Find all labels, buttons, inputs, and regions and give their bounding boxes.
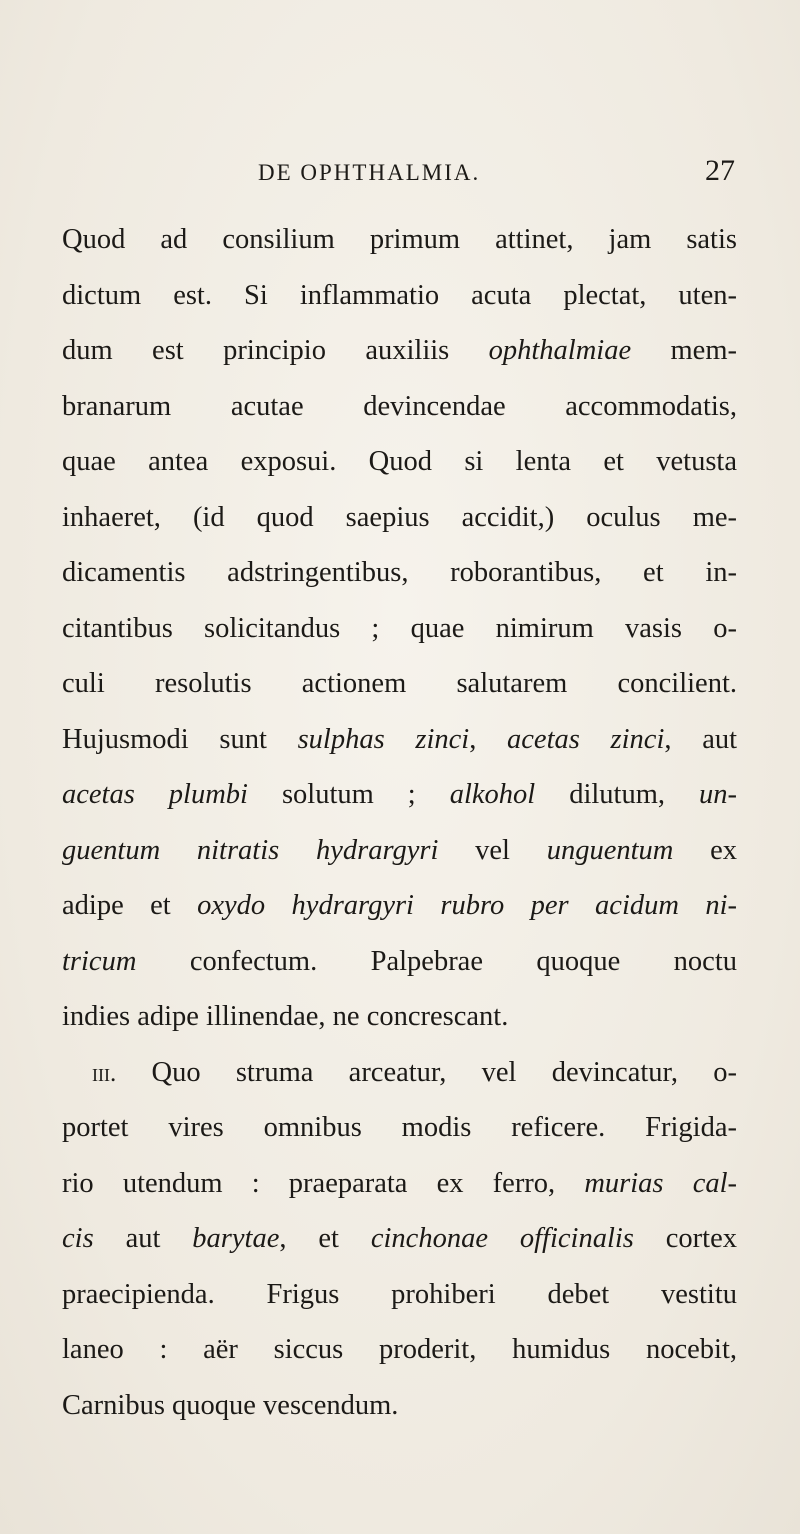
italic-term: cinchonae officinalis	[370, 1223, 634, 1254]
text-segment: laneo : aër siccus proderit, humidus nocebit,	[62, 1334, 737, 1365]
text-segment: adipe et	[62, 890, 198, 921]
italic-term: tricum	[62, 945, 137, 977]
text-segment: , aut	[664, 723, 738, 755]
italic-term: unguentum	[546, 834, 674, 866]
text-segment: dicamentis adstringentibus, roborantibus, et in-	[62, 557, 737, 588]
text-line	[62, 1211, 737, 1267]
text-segment: dum est principio auxiliis	[62, 335, 489, 366]
text-segment: Hujusmodi sunt	[62, 723, 298, 755]
text-segment: Quod ad consilium primum attinet, jam satis	[62, 224, 737, 255]
text-line	[62, 1156, 737, 1212]
italic-term: alkohol	[449, 779, 536, 810]
italic-term: acetas plumbi	[62, 779, 248, 810]
italic-term: murias cal-	[584, 1167, 737, 1199]
text-segment: aut	[93, 1223, 193, 1254]
text-segment: branarum acutae devincendae accommodatis,	[62, 390, 737, 422]
text-line	[62, 1045, 737, 1101]
text-segment: inhaeret, (id quod saepius accidit,) oculus me-	[62, 501, 737, 533]
running-title: DE OPHTHALMIA.	[258, 160, 481, 185]
text-line	[62, 1100, 737, 1156]
text-segment: dictum est. Si inflammatio acuta plectat, uten-	[62, 279, 737, 311]
text-line	[62, 1378, 737, 1434]
text-line	[62, 212, 737, 268]
text-line	[62, 1267, 737, 1323]
text-line	[62, 767, 737, 823]
text-segment: Carnibus quoque vescendum.	[62, 1389, 399, 1421]
text-line	[62, 323, 737, 379]
text-segment: mem-	[631, 335, 737, 366]
text-segment: citantibus solicitandus ; quae nimirum vasis o-	[62, 612, 737, 644]
text-segment: , et	[279, 1223, 371, 1254]
italic-term: cis	[62, 1223, 94, 1254]
text-segment: portet vires omnibus modis reficere. Frigida-	[62, 1112, 737, 1143]
italic-term: guentum nitratis hydrargyri	[62, 834, 439, 866]
text-segment: vel	[438, 834, 547, 866]
italic-term: ophthalmiae	[488, 335, 632, 366]
page-header	[0, 136, 800, 196]
text-segment: ,	[469, 723, 508, 755]
italic-term: sulphas zinci	[297, 723, 470, 755]
italic-term: oxydo hydrargyri rubro per acidum ni-	[197, 890, 737, 921]
text-segment: ex	[673, 834, 737, 866]
italic-term: acetas zinci	[507, 723, 665, 755]
text-segment: solutum ;	[247, 779, 450, 810]
text-line	[62, 878, 737, 934]
text-segment: quae antea exposui. Quod si lenta et vetusta	[62, 446, 737, 477]
text-line	[62, 379, 737, 435]
text-line	[62, 545, 737, 601]
text-segment: praecipienda. Frigus prohiberi debet vestitu	[62, 1278, 737, 1310]
text-segment: cortex	[633, 1223, 737, 1254]
text-line	[62, 601, 737, 657]
text-line	[62, 656, 737, 712]
text-line	[62, 823, 737, 879]
text-segment: culi resolutis actionem salutarem concilient.	[62, 668, 737, 699]
text-line	[62, 1322, 737, 1378]
body-text	[62, 212, 737, 1433]
text-segment: indies adipe illinendae, ne concrescant.	[62, 1001, 509, 1032]
text-line	[62, 712, 737, 768]
italic-term: barytae	[192, 1223, 280, 1254]
text-line	[62, 268, 737, 324]
text-line	[62, 934, 737, 990]
section-numeral: iii.	[92, 1059, 117, 1087]
text-segment: dilutum,	[535, 779, 699, 810]
text-line	[62, 490, 737, 546]
page-number: 27	[705, 154, 735, 187]
italic-term: un-	[698, 779, 737, 810]
text-line	[62, 434, 737, 490]
text-segment: confectum. Palpebrae quoque noctu	[136, 945, 737, 977]
text-line	[62, 989, 737, 1045]
text-segment: rio utendum : praeparata ex ferro,	[62, 1167, 585, 1199]
text-segment: Quo struma arceatur, vel devincatur, o-	[116, 1056, 737, 1088]
